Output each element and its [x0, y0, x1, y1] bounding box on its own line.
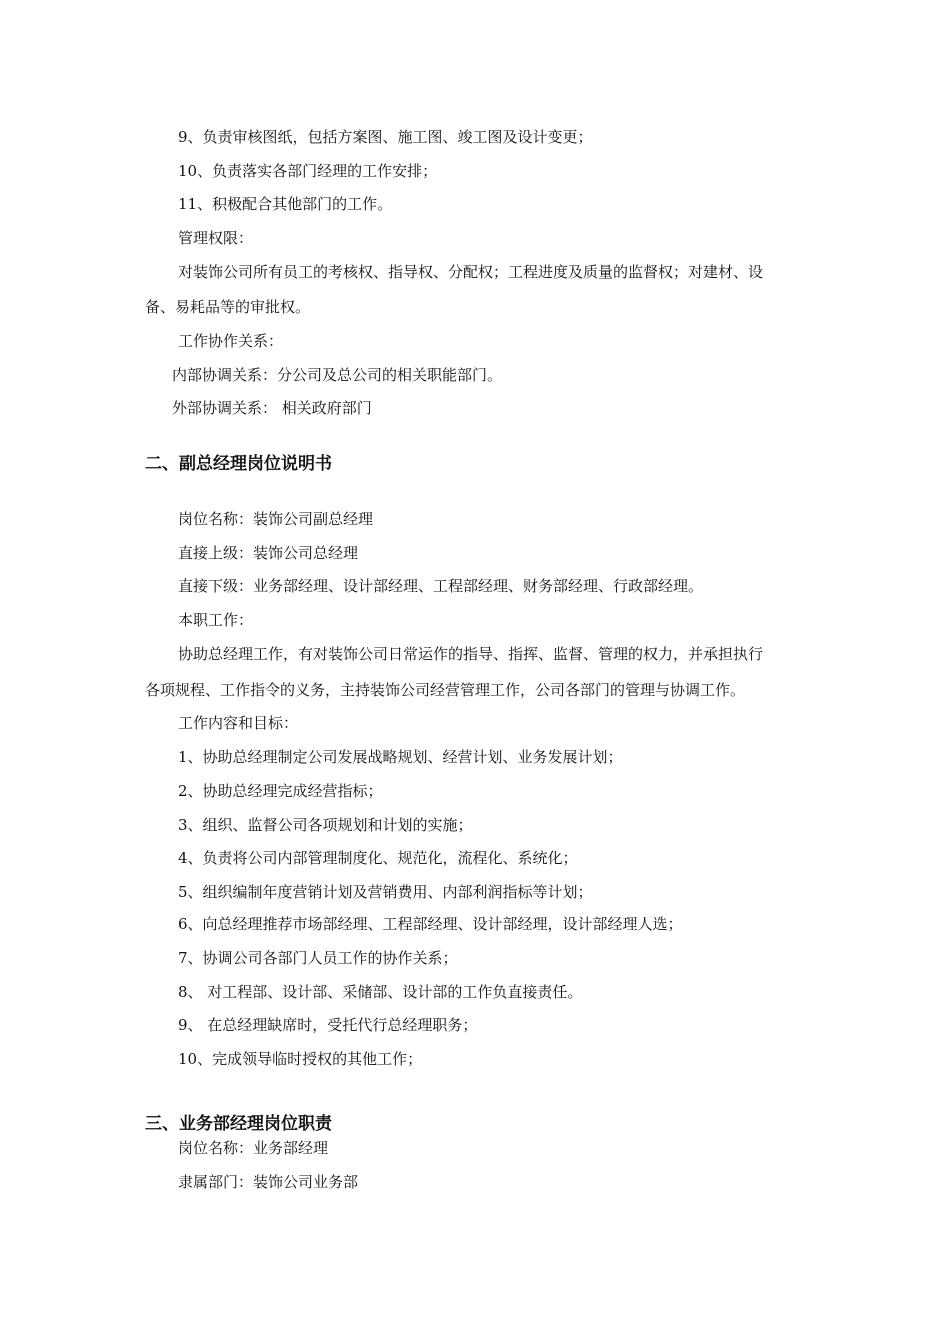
authority-text: 对装饰公司所有员工的考核权、指导权、分配权；工程进度及质量的监督权；对建材、设 [178, 263, 764, 281]
list-item: 10、负责落实各部门经理的工作安排； [178, 162, 438, 180]
duty-text-cont: 各项规程、工作指令的义务，主持装饰公司经营管理工作，公司各部门的管理与协调工作。 [145, 681, 746, 699]
list-item: 10、完成领导临时授权的其他工作； [178, 1050, 423, 1068]
list-item: 2、协助总经理完成经营指标； [178, 782, 383, 800]
list-item: 9、负责审核图纸，包括方案图、施工图、竣工图及设计变更； [178, 128, 593, 146]
list-item: 3、组织、监督公司各项规划和计划的实施； [178, 816, 473, 834]
list-item: 1、协助总经理制定公司发展战略规划、经营计划、业务发展计划； [178, 748, 623, 766]
duty-text: 协助总经理工作，有对装饰公司日常运作的指导、指挥、监督、管理的权力，并承担执行 [178, 645, 764, 663]
position-name: 岗位名称：业务部经理 [178, 1139, 329, 1157]
department: 隶属部门：装饰公司业务部 [178, 1173, 359, 1191]
direct-subordinate: 直接下级：业务部经理、设计部经理、工程部经理、财务部经理、行政部经理。 [178, 577, 704, 595]
list-item: 4、负责将公司内部管理制度化、规范化，流程化、系统化； [178, 849, 578, 867]
direct-superior: 直接上级：装饰公司总经理 [178, 544, 359, 562]
duty-label: 本职工作： [178, 611, 254, 629]
section-heading: 二、副总经理岗位说明书 [145, 454, 332, 474]
list-item: 6、向总经理推荐市场部经理、工程部经理、设计部经理，设计部经理人选； [178, 915, 683, 933]
internal-coop: 内部协调关系：分公司及总公司的相关职能部门。 [172, 366, 503, 384]
list-item: 9、 在总经理缺席时，受托代行总经理职务； [178, 1016, 478, 1034]
content-label: 工作内容和目标： [178, 714, 299, 732]
list-item: 5、组织编制年度营销计划及营销费用、内部利润指标等计划； [178, 883, 593, 901]
list-item: 7、协调公司各部门人员工作的协作关系； [178, 949, 458, 967]
authority-label: 管理权限： [178, 229, 254, 247]
section-heading: 三、业务部经理岗位职责 [145, 1114, 332, 1134]
list-item: 8、 对工程部、设计部、采储部、设计部的工作负直接责任。 [178, 983, 583, 1001]
position-name: 岗位名称：装饰公司副总经理 [178, 510, 374, 528]
list-item: 11、积极配合其他部门的工作。 [178, 195, 393, 213]
authority-text-cont: 备、易耗品等的审批权。 [145, 298, 311, 316]
coop-label: 工作协作关系： [178, 332, 284, 350]
external-coop: 外部协调关系： 相关政府部门 [172, 399, 372, 417]
